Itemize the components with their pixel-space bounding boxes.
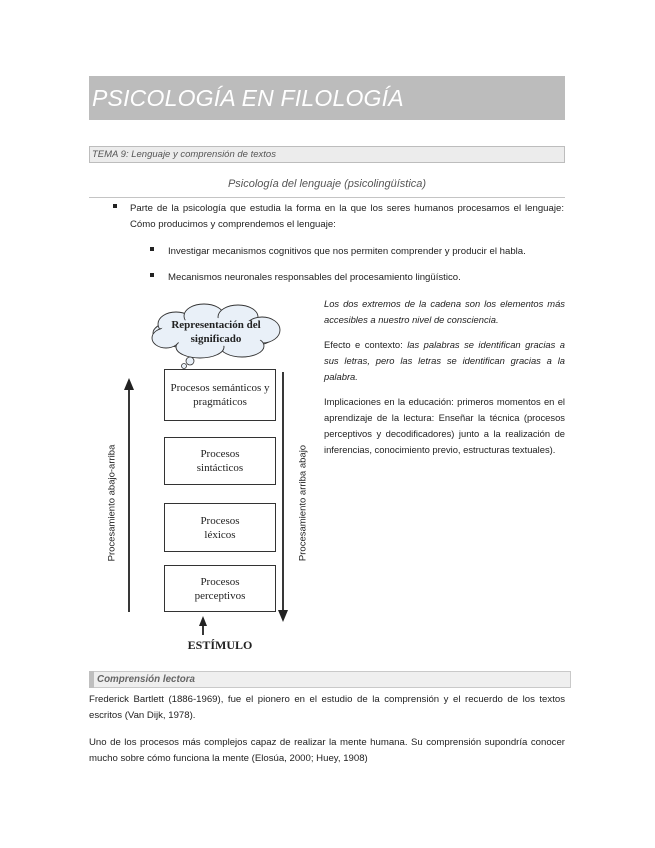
label-bottom-up: Procesamiento abajo-arriba — [106, 444, 118, 562]
note-context-lead: Efecto e contexto: — [324, 339, 408, 350]
bullet-sub-2: Mecanismos neuronales responsables del procesamiento lingüístico. — [168, 272, 461, 283]
paragraph-complexity: Uno de los procesos más complejos capaz de realizar la mente humana. Su comprensión supondría conocer mucho sobre cómo funciona la mente (Elosúa, 2000; Huey, 1908) — [89, 737, 565, 764]
cloud-tail — [182, 357, 195, 369]
arrow-up-left — [124, 378, 134, 612]
bullet-sub-1: Investigar mecanismos cognitivos que nos permiten comprender y producir el habla. — [168, 246, 526, 257]
note-education: Implicaciones en la educación: primeros momentos en el aprendizaje de la lectura: Enseñar la técnica (procesos perceptivos y decodificadores) junto a la realización de inferencias, conocimiento previo, estructuras textuales). — [324, 396, 565, 455]
box-perceptual — [164, 565, 276, 612]
box-perceptual-label: Procesos perceptivos — [194, 575, 246, 602]
box-semantic — [164, 369, 276, 421]
note-context-effect — [324, 337, 565, 385]
section-heading: Comprensión lectora — [97, 674, 195, 685]
box-lexical — [164, 503, 276, 552]
note-context-detail: las palabras se identifican gracias a sus letras, pero las letras se identifican gracias a la palabra. — [324, 339, 565, 382]
box-syntactic-label: Procesos sintácticos — [196, 448, 244, 474]
topic-label: TEMA 9: Lenguaje y comprensión de textos — [92, 149, 276, 160]
paragraph-bartlett: Frederick Bartlett (1886-1969), fue el pionero en el estudio de la comprensión y el recuerdo de los textos escritos (Van Dijk, 1978). — [89, 694, 565, 721]
bullet-main: Parte de la psicología que estudia la forma en la que los seres humanos procesamos el lenguaje: Cómo producimos y comprendemos el lenguaje: — [130, 203, 564, 230]
page-title: PSICOLOGÍA EN FILOLOGÍA — [92, 85, 404, 111]
section-heading-accent — [89, 671, 94, 688]
label-top-down: Procesamiento arriba abajo — [297, 444, 309, 562]
box-semantic-label: Procesos semánticos y pragmáticos — [170, 382, 270, 408]
arrow-stimulus — [199, 616, 207, 635]
stimulus-label: ESTÍMULO — [187, 638, 253, 652]
box-lexical-label: Procesos léxicos — [200, 514, 240, 541]
cloud-label: Representación del significado — [171, 319, 261, 345]
section-subtitle: Psicología del lenguaje (psicolingüística) — [227, 178, 427, 190]
note-extremes: Los dos extremos de la cadena son los elementos más accesibles a nuestro nivel de consciencia. — [324, 298, 565, 325]
arrow-down-right — [278, 372, 288, 622]
box-syntactic — [164, 437, 276, 485]
